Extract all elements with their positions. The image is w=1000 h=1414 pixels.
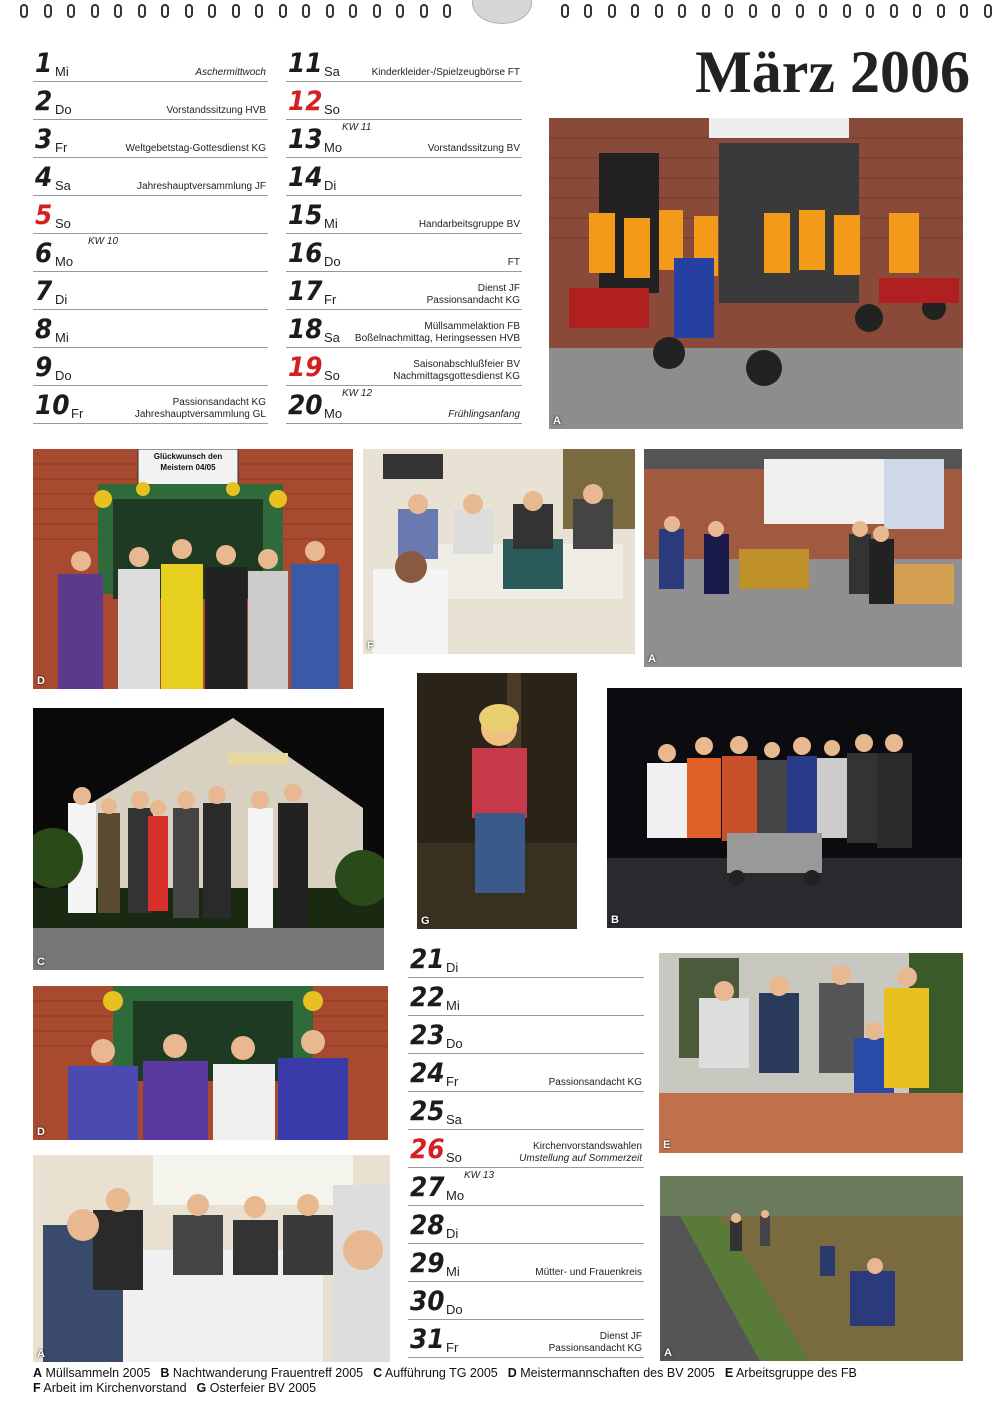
photo-work-group xyxy=(659,953,963,1153)
weekday-label: So xyxy=(324,368,340,383)
day-row xyxy=(408,1092,644,1130)
day-events xyxy=(135,397,266,421)
day-row xyxy=(33,158,268,196)
binding-ring xyxy=(44,4,52,18)
day-row xyxy=(286,272,522,310)
day-number: 19 xyxy=(288,352,323,383)
event-text: Handarbeitsgruppe BV xyxy=(418,219,520,230)
weekday-label: Di xyxy=(446,1226,459,1241)
caption-text: Arbeit im Kirchenvorstand xyxy=(40,1381,187,1395)
caption-item xyxy=(373,1366,498,1380)
photo-theatre-stage xyxy=(33,708,384,970)
day-number: 8 xyxy=(35,314,53,345)
day-events xyxy=(393,359,520,383)
event-text: Passionsandacht KG xyxy=(548,1343,642,1354)
day-number: 3 xyxy=(35,124,53,155)
photo-tag: A xyxy=(664,1347,672,1359)
day-number: 17 xyxy=(288,276,323,307)
event-text: Passionsandacht KG xyxy=(548,1077,642,1088)
binding-ring xyxy=(396,4,404,18)
day-number: 11 xyxy=(288,48,323,79)
caption-key: D xyxy=(507,1366,517,1380)
day-row xyxy=(33,82,268,120)
event-text: Mütter- und Frauenkreis xyxy=(535,1267,642,1278)
caption-key: E xyxy=(724,1366,734,1380)
event-text: FT xyxy=(507,257,520,268)
day-row xyxy=(286,234,522,272)
day-number: 18 xyxy=(288,314,323,345)
photo-tag: A xyxy=(648,653,656,665)
binding-ring xyxy=(255,4,263,18)
day-row xyxy=(408,1244,644,1282)
caption-item xyxy=(160,1366,363,1380)
photo-tag: C xyxy=(37,956,45,968)
calendar-week-label: KW 12 xyxy=(342,388,373,399)
binding-ring xyxy=(843,4,851,18)
weekday-label: Mi xyxy=(446,998,460,1013)
day-row xyxy=(408,1054,644,1092)
event-text: Dienst JF xyxy=(599,1331,642,1342)
photo-tag: F xyxy=(367,640,374,652)
weekday-label: Mi xyxy=(55,64,69,79)
weekday-label: Sa xyxy=(446,1112,462,1127)
day-events xyxy=(448,409,520,421)
photo-girl-easter xyxy=(417,673,577,929)
binding-ring xyxy=(349,4,357,18)
day-events xyxy=(137,181,266,193)
day-number: 28 xyxy=(410,1210,445,1241)
binding-ring xyxy=(702,4,710,18)
caption-item xyxy=(33,1381,187,1395)
binding-ring xyxy=(232,4,240,18)
calendar-week-label: KW 11 xyxy=(342,122,372,133)
event-text: Aschermittwoch xyxy=(195,67,266,78)
calendar-week-label: KW 13 xyxy=(464,1170,495,1181)
binding-ring xyxy=(584,4,592,18)
event-text: Boßelnachmittag, Heringsessen HVB xyxy=(354,333,520,344)
binding-ring xyxy=(373,4,381,18)
event-text: Weltgebetstag-Gottesdienst KG xyxy=(125,143,266,154)
weekday-label: Mi xyxy=(446,1264,460,1279)
binding-ring xyxy=(913,4,921,18)
event-text: Jahreshauptversammlung JF xyxy=(137,181,266,192)
photo-tag: A xyxy=(37,1348,45,1360)
binding-ring xyxy=(114,4,122,18)
weekday-label: Di xyxy=(324,178,337,193)
day-events xyxy=(419,219,520,231)
event-text: Frühlingsanfang xyxy=(448,409,520,420)
day-row xyxy=(33,120,268,158)
day-number: 21 xyxy=(410,944,445,975)
day-events xyxy=(427,283,520,307)
day-row xyxy=(286,158,522,196)
photo-champions-group xyxy=(33,449,353,689)
binding-ring xyxy=(138,4,146,18)
weekday-label: Fr xyxy=(446,1340,459,1355)
photo-tag: E xyxy=(663,1139,671,1151)
day-row xyxy=(286,310,522,348)
binding-ring xyxy=(161,4,169,18)
photo-church-board-meeting xyxy=(363,449,635,654)
day-events xyxy=(519,1141,642,1165)
day-number: 12 xyxy=(288,86,323,117)
day-number: 13 xyxy=(288,124,323,155)
binding-ring xyxy=(279,4,287,18)
caption-text: Meistermannschaften des BV 2005 xyxy=(516,1366,715,1380)
day-events xyxy=(549,1077,642,1089)
weekday-label: Do xyxy=(55,102,72,117)
day-row xyxy=(33,310,268,348)
day-number: 27 xyxy=(410,1172,445,1203)
photo-lunch-table xyxy=(33,1155,390,1362)
day-number: 5 xyxy=(35,200,53,231)
day-events xyxy=(372,67,520,79)
day-row xyxy=(408,1016,644,1054)
day-row xyxy=(408,1206,644,1244)
event-text: Jahreshauptversammlung GL xyxy=(134,409,266,420)
day-row xyxy=(286,44,522,82)
day-number: 2 xyxy=(35,86,53,117)
caption-text: Arbeitsgruppe des FB xyxy=(733,1366,857,1380)
day-row xyxy=(286,82,522,120)
day-events xyxy=(428,143,520,155)
photo-tag: B xyxy=(611,914,619,926)
caption-key: F xyxy=(33,1381,41,1395)
photo-night-hike xyxy=(607,688,962,928)
event-text: Passionsandacht KG xyxy=(172,397,266,408)
binding-ring xyxy=(185,4,193,18)
photo-tag: D xyxy=(37,675,45,687)
weekday-label: So xyxy=(55,216,71,231)
event-text: Nachmittagsgottesdienst KG xyxy=(393,371,520,382)
binding-ring xyxy=(866,4,874,18)
calendar-week-label: KW 10 xyxy=(88,236,119,247)
binding-ring xyxy=(725,4,733,18)
day-row xyxy=(33,272,268,310)
day-events xyxy=(167,105,267,117)
binding-ring xyxy=(796,4,804,18)
day-number: 20 xyxy=(288,390,323,421)
day-events xyxy=(549,1331,642,1355)
day-row xyxy=(286,196,522,234)
binding-ring xyxy=(420,4,428,18)
caption-item xyxy=(725,1366,857,1380)
binding-ring xyxy=(678,4,686,18)
day-number: 9 xyxy=(35,352,53,383)
day-row xyxy=(33,234,268,272)
day-row xyxy=(408,1320,644,1358)
day-events xyxy=(195,67,266,79)
binding-ring xyxy=(302,4,310,18)
weekday-label: Fr xyxy=(324,292,337,307)
caption-item xyxy=(508,1366,715,1380)
day-number: 16 xyxy=(288,238,323,269)
day-number: 14 xyxy=(288,162,323,193)
weekday-label: Sa xyxy=(324,330,340,345)
caption-text: Osterfeier BV 2005 xyxy=(206,1381,317,1395)
weekday-label: Mo xyxy=(446,1188,465,1203)
weekday-label: Di xyxy=(446,960,459,975)
binding-ring xyxy=(20,4,28,18)
photo-roadside-litter xyxy=(660,1176,963,1361)
photo-fire-brigade-group xyxy=(549,118,963,429)
event-text: Kinderkleider-/Spielzeugbörse FT xyxy=(371,67,520,78)
day-row xyxy=(33,196,268,234)
day-number: 22 xyxy=(410,982,445,1013)
weekday-label: Do xyxy=(446,1302,463,1317)
caption-text: Müllsammeln 2005 xyxy=(42,1366,151,1380)
caption-text: Nachtwanderung Frauentreff 2005 xyxy=(169,1366,364,1380)
photo-children-wagons xyxy=(644,449,962,667)
binding-ring xyxy=(631,4,639,18)
event-text: Saisonabschlußfeier BV xyxy=(413,359,520,370)
day-row xyxy=(286,386,522,424)
day-number: 31 xyxy=(410,1324,445,1355)
binding-ring xyxy=(772,4,780,18)
weekday-label: Fr xyxy=(55,140,68,155)
event-text: Vorstandssitzung HVB xyxy=(166,105,266,116)
weekday-label: Mo xyxy=(55,254,74,269)
day-number: 4 xyxy=(35,162,53,193)
event-text: Dienst JF xyxy=(477,283,520,294)
day-row xyxy=(33,386,268,424)
binding-ring xyxy=(608,4,616,18)
day-row xyxy=(33,348,268,386)
weekday-label: Mo xyxy=(324,140,343,155)
day-row xyxy=(408,1168,644,1206)
photo-tag: D xyxy=(37,1126,45,1138)
weekday-label: Di xyxy=(55,292,68,307)
day-row xyxy=(33,44,268,82)
binding-ring xyxy=(326,4,334,18)
day-row xyxy=(408,1130,644,1168)
day-row xyxy=(408,1282,644,1320)
weekday-label: Mo xyxy=(324,406,343,421)
binding-ring xyxy=(749,4,757,18)
binding-ring xyxy=(91,4,99,18)
binding-ring xyxy=(655,4,663,18)
month-title: März 2006 xyxy=(695,39,970,105)
day-number: 7 xyxy=(35,276,53,307)
day-number: 24 xyxy=(410,1058,445,1089)
weekday-label: Sa xyxy=(324,64,340,79)
photo-sign-text: Glückwunsch den Meistern 04/05 xyxy=(153,452,223,472)
weekday-label: Sa xyxy=(55,178,71,193)
day-number: 29 xyxy=(410,1248,445,1279)
day-number: 15 xyxy=(288,200,323,231)
caption-text: Aufführung TG 2005 xyxy=(382,1366,498,1380)
caption-key: B xyxy=(160,1366,170,1380)
binding-ring xyxy=(208,4,216,18)
day-number: 30 xyxy=(410,1286,445,1317)
weekday-label: Do xyxy=(55,368,72,383)
weekday-label: Do xyxy=(324,254,341,269)
weekday-label: Mi xyxy=(324,216,338,231)
day-events xyxy=(355,321,520,345)
weekday-label: Mi xyxy=(55,330,69,345)
day-events xyxy=(508,257,520,269)
day-row xyxy=(408,940,644,978)
caption-key: G xyxy=(196,1381,207,1395)
photo-tag: G xyxy=(421,915,430,927)
binding-ring xyxy=(937,4,945,18)
day-number: 26 xyxy=(410,1134,445,1165)
photo-caption-legend xyxy=(33,1366,973,1396)
binding-ring xyxy=(819,4,827,18)
caption-item xyxy=(33,1366,150,1380)
binding-ring xyxy=(960,4,968,18)
event-text: Müllsammelaktion FB xyxy=(424,321,520,332)
weekday-label: Fr xyxy=(446,1074,459,1089)
weekday-label: So xyxy=(324,102,340,117)
day-row xyxy=(408,978,644,1016)
weekday-label: Fr xyxy=(71,406,84,421)
photo-team-four xyxy=(33,986,388,1140)
binding-ring xyxy=(67,4,75,18)
binding-ring xyxy=(984,4,992,18)
binding-ring xyxy=(561,4,569,18)
day-events xyxy=(535,1267,642,1279)
caption-key: A xyxy=(33,1366,43,1380)
event-text: Vorstandssitzung BV xyxy=(427,143,520,154)
day-row xyxy=(286,120,522,158)
day-number: 6 xyxy=(35,238,53,269)
day-events xyxy=(126,143,266,155)
binding-ring xyxy=(890,4,898,18)
event-text: Passionsandacht KG xyxy=(426,295,520,306)
day-number: 25 xyxy=(410,1096,445,1127)
binding-ring xyxy=(443,4,451,18)
day-number: 23 xyxy=(410,1020,445,1051)
weekday-label: So xyxy=(446,1150,462,1165)
day-row xyxy=(286,348,522,386)
weekday-label: Do xyxy=(446,1036,463,1051)
day-number: 1 xyxy=(35,48,53,79)
day-number: 10 xyxy=(35,390,70,421)
event-text: Kirchenvorstandswahlen xyxy=(533,1141,642,1152)
event-text: Umstellung auf Sommerzeit xyxy=(519,1153,642,1164)
caption-key: C xyxy=(373,1366,383,1380)
photo-tag: A xyxy=(553,415,561,427)
caption-item xyxy=(197,1381,317,1395)
